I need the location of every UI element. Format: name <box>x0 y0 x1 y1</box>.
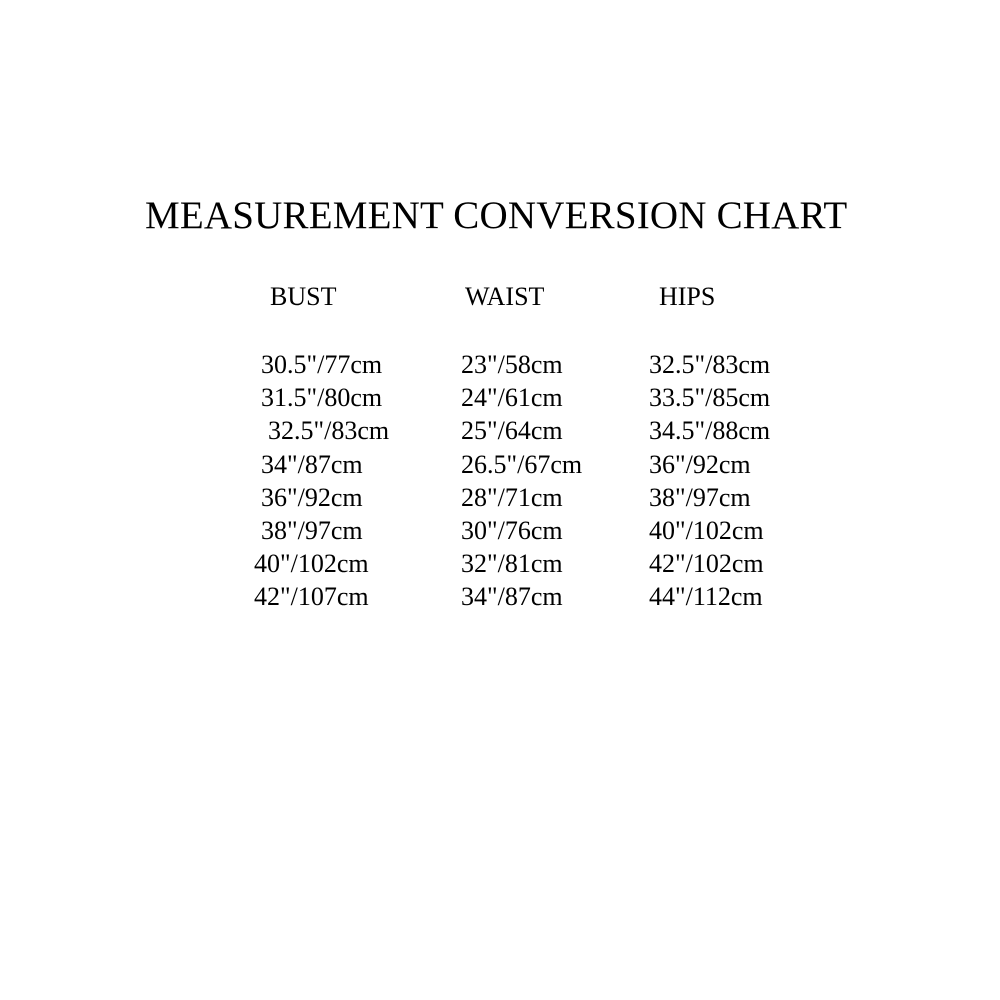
hips-value: 34.5"/88cm <box>649 416 771 446</box>
bust-value: 30.5"/77cm <box>261 350 383 379</box>
chart-title: MEASUREMENT CONVERSION CHART <box>145 194 848 237</box>
waist-value: 32"/81cm <box>461 549 563 579</box>
waist-value: 23"/58cm <box>461 350 563 379</box>
waist-value: 28"/71cm <box>461 482 563 512</box>
bust-value: 36"/92cm <box>261 482 363 512</box>
bust-header: BUST <box>270 282 337 311</box>
hips-value: 44"/112cm <box>649 582 763 612</box>
bust-column <box>254 348 389 614</box>
hips-header: HIPS <box>659 282 716 311</box>
bust-value: 42"/107cm <box>254 582 369 612</box>
waist-value: 24"/61cm <box>461 383 563 413</box>
waist-value: 34"/87cm <box>461 582 563 612</box>
hips-value: 38"/97cm <box>649 482 751 512</box>
bust-value: 34"/87cm <box>261 449 363 479</box>
waist-value: 30"/76cm <box>461 515 563 545</box>
hips-value: 40"/102cm <box>649 515 764 545</box>
bust-value: 31.5"/80cm <box>261 383 383 413</box>
hips-value: 42"/102cm <box>649 549 764 579</box>
hips-value: 36"/92cm <box>649 449 751 479</box>
bust-value: 38"/97cm <box>261 515 363 545</box>
hips-column <box>649 348 770 614</box>
waist-column <box>461 348 582 614</box>
waist-header: WAIST <box>465 282 545 311</box>
hips-value: 33.5"/85cm <box>649 383 771 413</box>
waist-value: 26.5"/67cm <box>461 449 583 479</box>
hips-value: 32.5"/83cm <box>649 350 771 379</box>
bust-value: 32.5"/83cm <box>268 416 390 446</box>
waist-value: 25"/64cm <box>461 416 563 446</box>
bust-value: 40"/102cm <box>254 549 369 579</box>
